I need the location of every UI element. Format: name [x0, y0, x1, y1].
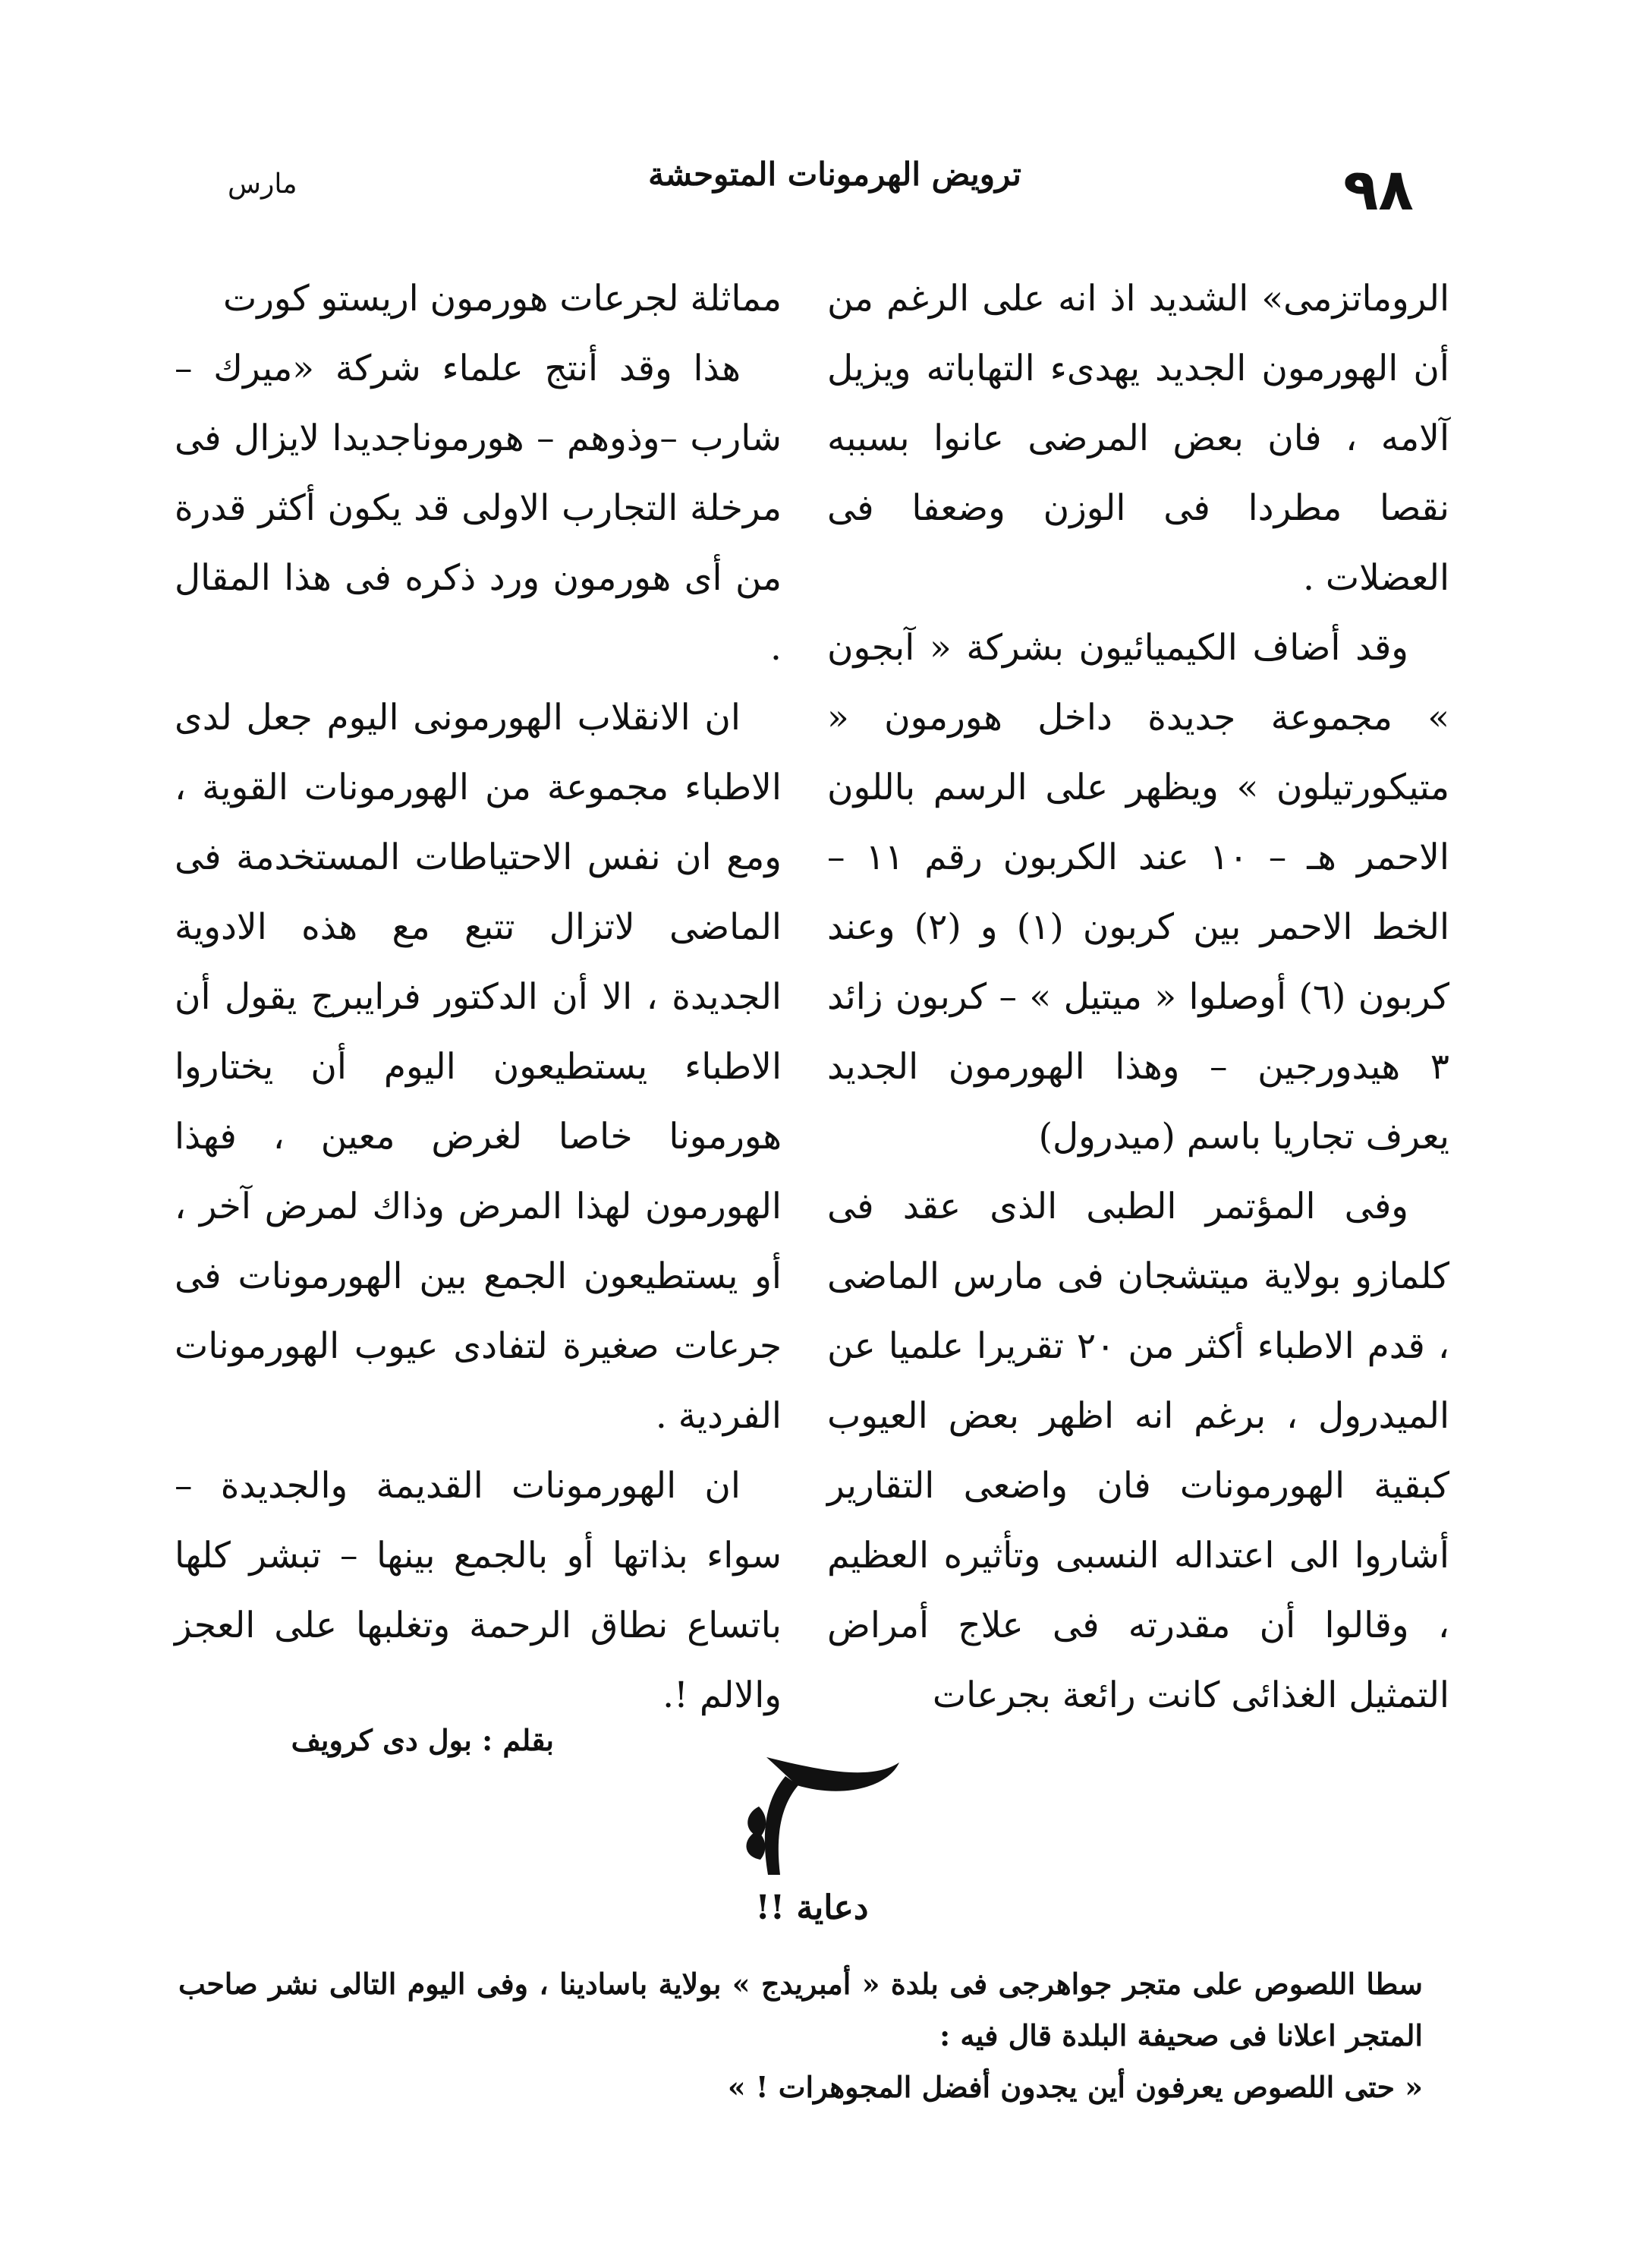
issue-month: مارس: [228, 169, 297, 200]
right-column: [827, 264, 1449, 1731]
running-title: ترويض الهرمونات المتوحشة: [648, 156, 1021, 193]
paragraph: هذا وقد أنتج علماء شركة «ميرك – شارب –وذوهم – هورموناجديدا لايزال فى مرخلة التجارب الاولى قد يكون أكثر قدرة من أى هورمون ورد ذكره فى هذا المقال .: [175, 348, 782, 669]
paragraph: ان الانقلاب الهورمونى اليوم جعل لدى الاطباء مجموعة من الهورمونات القوية ، ومع ان نفس الاحتياطات المستخدمة فى الماضى لاتزال تتبع مع هذه الادوية الجديدة ، الا أن الدكتور فرايبرج يقول أن الاطباء يستطيعون اليوم أن يختاروا هورمونا خاصا لغرض معين ، فهذا الهورمون لهذا المرض وذاك لمرض آخر ، أو يستطيعون الجمع بين الهورمونات فى جرعات صغيرة لتفادى عيوب الهورمونات الفردية .: [175, 697, 782, 1437]
left-column: [175, 264, 782, 1731]
logo-caption: دعاية !!: [755, 1888, 869, 1927]
paragraph: مماثلة لجرعات هورمون اريستو كورت: [222, 278, 782, 320]
author-byline: بقلم : بول دى كرويف: [291, 1723, 554, 1757]
paragraph: وفى المؤتمر الطبى الذى عقد فى كلمازو بولاية ميتشجان فى مارس الماضى ، قدم الاطباء أكثر من ٢٠ تقريرا علميا عن الميدرول ، برغم انه اظهر بعض العيوب كبقية الهورمونات فان واضعى التقارير أشاروا الى اعتداله النسبى وتأثيره العظيم ، وقالوا أن مقدرته فى علاج أمراض التمثيل الغذائى كانت رائعة بجرعات: [827, 1186, 1450, 1716]
anecdote-quote: « حتى اللصوص يعرفون أين يجدون أفضل المجوهرات ! »: [727, 2070, 1423, 2104]
paragraph: الروماتزمى» الشديد اذ انه على الرغم من أن الهورمون الجديد يهدىء التهاباته ويزيل آلامه ، فان بعض المرضى عانوا بسببه نقصا مطردا فى الوزن وضعفا فى العضلات .: [827, 278, 1449, 599]
anecdote-box: [178, 1958, 1423, 2113]
anecdote-text: سطا اللصوص على متجر جواهرجى فى بلدة « أمبريدج » بولاية باسادينا ، وفى اليوم التالى نشر صاحب المتجر اعلانا فى صحيفة البلدة قال فيه :: [178, 1967, 1423, 2052]
page-number: ٩٨: [1343, 156, 1414, 223]
paragraph: ان الهورمونات القديمة والجديدة – سواء بذاتها أو بالجمع بينها – تبشر كلها باتساع نطاق الرحمة وتغلبها على العجز والالم !.: [175, 1465, 782, 1716]
wheat-logo-icon: [713, 1746, 911, 1882]
paragraph: وقد أضاف الكيميائيون بشركة « آبجون » مجموعة جديدة داخل هورمون « متيكورتيلون » ويظهر على الرسم باللون الاحمر هـ – ١٠ عند الكربون رقم ١١ – الخط الاحمر بين كربون (١) و (٢) وعند كربون (٦) أوصلوا « ميتيل » – كربون زائد ٣ هيدورجين – وهذا الهورمون الجديد يعرف تجاريا باسم (ميدرول): [827, 627, 1449, 1158]
